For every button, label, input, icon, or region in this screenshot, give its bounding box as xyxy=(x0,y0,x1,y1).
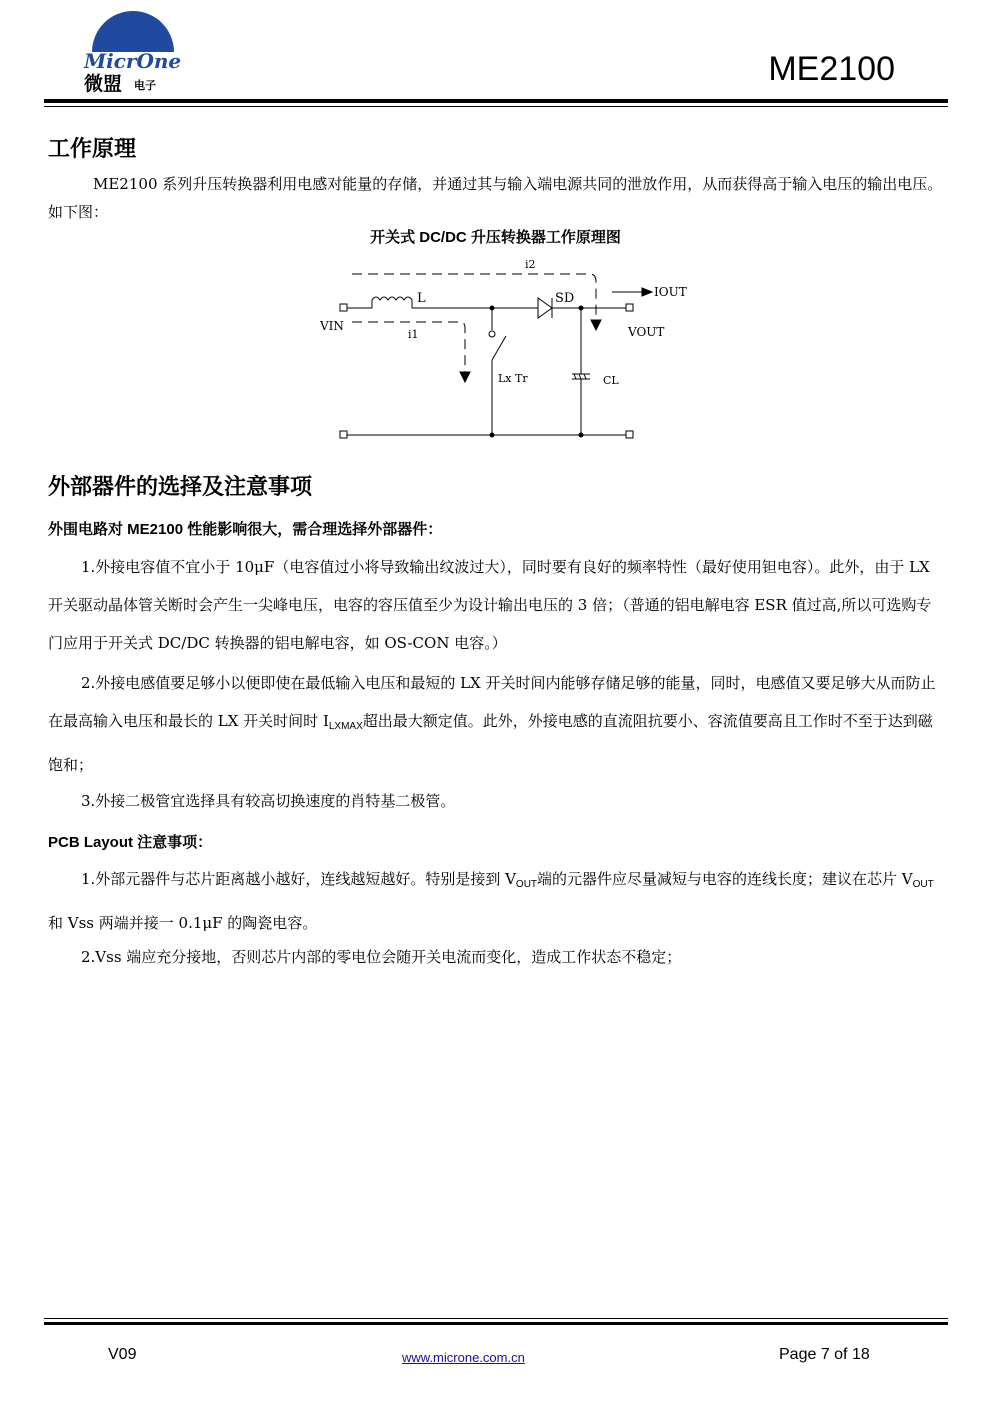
section-heading-principle: 工作原理 xyxy=(48,136,137,162)
label-iout: IOUT xyxy=(654,285,687,299)
item-diode: 3.外接二极管宜选择具有较高切换速度的肖特基二极管。 xyxy=(81,792,456,810)
pcb-item-1-text-c: 和 Vss 两端并接一 0.1μF 的陶瓷电容。 xyxy=(48,914,318,932)
footer-url-link[interactable]: www.microne.com.cn xyxy=(402,1350,525,1365)
switch-contact-icon xyxy=(489,331,495,337)
figure-caption: 开关式 DC/DC 升压转换器工作原理图 xyxy=(370,229,621,246)
pcb-item-1-text-b: 端的元器件应尽量减短与电容的连线长度；建议在芯片 V xyxy=(537,870,913,888)
pcb-item-1-text-a: 1.外部元器件与芯片距离越小越好，连线越短越好。特别是接到 V xyxy=(81,870,516,888)
logo-dome-icon xyxy=(92,11,174,52)
item-inductor-text-a: 2.外接电感值要足够小以便即使在最低输入电压和最短的 LX 开关时间内能够存储足够的能量，同时，电感值又要足够大从而防止在最高输入电压和最长的 LX 开关时间时 I xyxy=(48,674,936,730)
footer-rule xyxy=(44,1322,948,1325)
vin-terminal-icon xyxy=(340,304,347,311)
pcb-item-2: 2.Vss 端应充分接地，否则芯片内部的零电位会随开关电流而变化，造成工作状态不稳定； xyxy=(81,948,682,966)
arrow-iout-icon xyxy=(642,288,652,296)
subheading-external: 外围电路对 ME2100 性能影响很大，需合理选择外部器件： xyxy=(48,521,443,538)
arrow-i1-icon xyxy=(460,372,470,382)
arrow-i2-icon xyxy=(591,320,601,330)
boost-circuit-diagram xyxy=(300,250,700,450)
item-inductor xyxy=(48,664,944,784)
label-i1: i1 xyxy=(408,328,419,341)
logo-cn: 微盟 xyxy=(84,73,123,94)
vout-terminal-icon xyxy=(626,304,633,311)
switch-blade-icon xyxy=(492,336,506,360)
footer-version: V09 xyxy=(108,1346,137,1363)
label-inductor: L xyxy=(417,291,426,306)
pcb-item-1-sub-2: OUT xyxy=(912,879,934,890)
document-title: ME2100 xyxy=(768,50,895,88)
pcb-item-1 xyxy=(48,860,944,942)
pcb-item-1-sub-1: OUT xyxy=(515,879,538,890)
subheading-pcb: PCB Layout 注意事项： xyxy=(48,834,213,851)
header-rule xyxy=(44,99,948,103)
footer-rule-thin xyxy=(44,1318,948,1319)
logo-cn-small: 电子 xyxy=(134,79,156,92)
footer-page: Page 7 of 18 xyxy=(779,1346,870,1363)
label-i2: i2 xyxy=(525,258,536,271)
item-inductor-sub: LXMAX xyxy=(328,721,363,732)
company-logo xyxy=(78,8,182,94)
item-inductor-text-b: 超出最大额定值。此外，外接电感的直流阻抗要小、容流值要高且工作时不至于达到磁饱和； xyxy=(48,712,933,774)
label-cl: CL xyxy=(603,374,619,387)
footer-url-wrap xyxy=(402,1349,525,1367)
logo-text: MicrOne xyxy=(84,49,182,73)
label-vout: VOUT xyxy=(628,325,665,339)
principle-paragraph: ME2100 系列升压转换器利用电感对能量的存储，并通过其与输入端电源共同的泄放作用，从而获得高于输入电压的输出电压。如下图： xyxy=(48,175,943,221)
label-lx-tr: Lx Tr xyxy=(498,372,528,385)
inductor-icon xyxy=(372,297,412,308)
diode-icon xyxy=(538,298,552,318)
label-vin: VIN xyxy=(320,319,344,333)
header-rule-thin xyxy=(44,106,948,107)
label-diode: SD xyxy=(555,291,575,306)
item-capacitor: 1.外接电容值不宜小于 10μF（电容值过小将导致输出纹波过大），同时要有良好的频率特性（最好使用钽电容）。此外，由于 LX 开关驱动晶体管关断时会产生一尖峰电压，电容的容压值至少为设计输出电压的 3 倍；（普通的铝电解电容 ESR 值过高,所以可选购专门应用于开关式 DC/DC 转换器的铝电解电容，如 OS-CON 电容。） xyxy=(48,558,932,652)
section-heading-components: 外部器件的选择及注意事项 xyxy=(48,474,313,500)
